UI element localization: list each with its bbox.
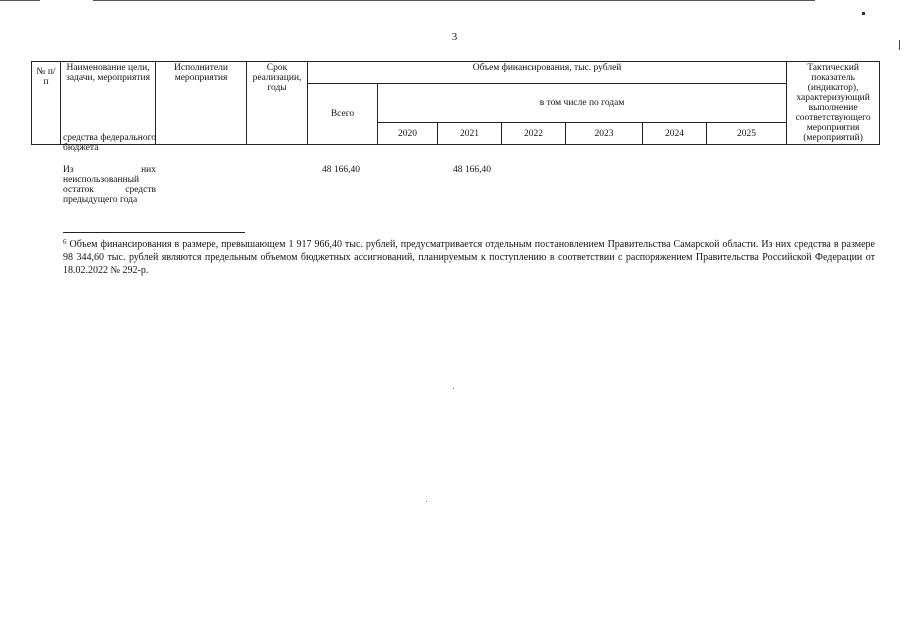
header-year-2025: 2025 xyxy=(707,123,787,145)
footnote-marker: 6 xyxy=(63,238,67,246)
header-year-2020: 2020 xyxy=(378,123,438,145)
header-total: Всего xyxy=(308,84,378,145)
footnote xyxy=(63,238,875,277)
header-term: Срок реализации, годы xyxy=(247,62,308,145)
financing-table xyxy=(31,61,880,145)
scan-mark xyxy=(862,12,865,15)
header-year-2022: 2022 xyxy=(502,123,566,145)
header-financing: Объем финансирования, тыс. рублей xyxy=(308,62,787,84)
scan-speck xyxy=(426,501,427,502)
footnote-text: Объем финансирования в размере, превышающем 1 917 966,40 тыс. рублей, предусматривается отдельным постановлением Правительства Самарской области. Из них средства в размере 98 344,60 тыс. рублей являются предельным объемом бюджетных ассигнований, планируемым к поступлению в соответствии с распоряжением Правительства Российской Федерации от 18.02.2022 № 292-р. xyxy=(63,239,875,276)
top-border-left xyxy=(0,0,40,1)
row-name-federal-budget: средства федерального бюджета xyxy=(63,133,156,153)
header-num: № п/п xyxy=(32,62,61,145)
scan-speck xyxy=(453,388,454,389)
page-number: 3 xyxy=(451,31,458,43)
header-indicator: Тактический показатель (индикатор), характеризующий выполнение соответствующего мероприятия (мероприятий) xyxy=(787,62,880,145)
header-executors: Исполнители мероприятия xyxy=(156,62,247,145)
header-name: Наименование цели, задачи, мероприятия xyxy=(61,62,156,145)
header-by-years: в том числе по годам xyxy=(378,84,787,123)
row-total-unused-balance: 48 166,40 xyxy=(322,165,360,175)
footnote-separator xyxy=(63,232,245,233)
row-2021-unused-balance: 48 166,40 xyxy=(453,165,491,175)
top-border xyxy=(93,0,815,1)
header-year-2024: 2024 xyxy=(643,123,707,145)
header-year-2023: 2023 xyxy=(566,123,643,145)
header-year-2021: 2021 xyxy=(438,123,502,145)
row-name-unused-balance: Из них неиспользованный остаток средств предыдущего года xyxy=(63,165,156,205)
